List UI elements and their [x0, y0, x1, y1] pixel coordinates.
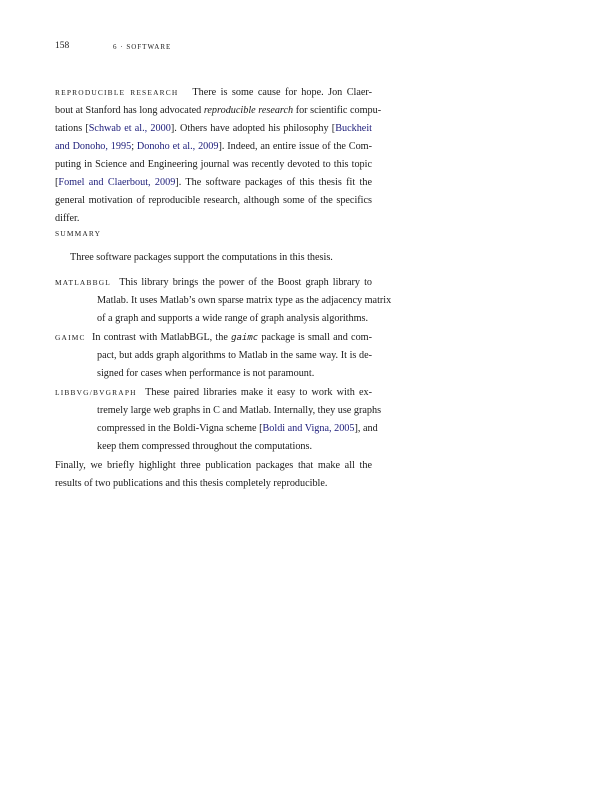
citation-link[interactable]: and Donoho, 1995 — [55, 141, 132, 152]
citation-link[interactable]: Buckheit — [335, 123, 372, 134]
citation-link[interactable]: Fomel and Claerbout, 2009 — [58, 177, 176, 188]
paragraph-heading: REPRODUCIBLE RESEARCH — [55, 88, 179, 97]
citation-link[interactable]: Donoho et al., 2009 — [136, 141, 219, 152]
item-label: MATLABBGL — [55, 278, 111, 287]
citation-link[interactable]: Schwab et al., 2000 — [88, 123, 171, 134]
section-heading: SUMMARY — [55, 229, 102, 238]
item-label: LIBBVG/BVGRAPH — [55, 388, 137, 397]
citation-link[interactable]: Boldi and Vigna, 2005 — [262, 423, 355, 434]
chapter-title: 6 · SOFTWARE — [113, 43, 172, 51]
item-label: GAIMC — [55, 333, 86, 342]
code-name: gaimc — [231, 333, 259, 343]
emphasis: reproducible research — [203, 105, 294, 116]
page-number: 158 — [55, 41, 70, 51]
